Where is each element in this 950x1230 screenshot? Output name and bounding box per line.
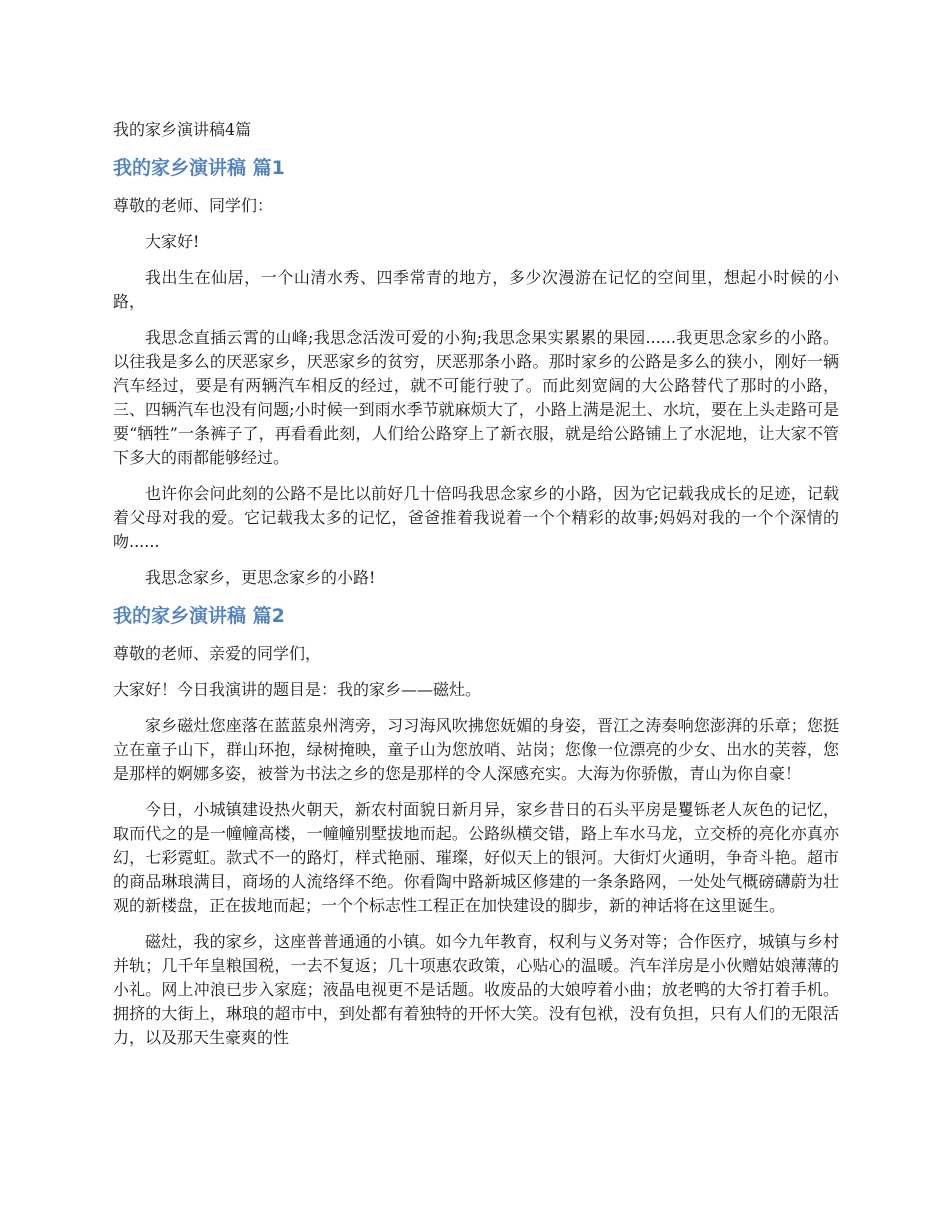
body-paragraph: 今日，小城镇建设热火朝天，新农村面貌日新月异，家乡昔日的石头平房是矍铄老人灰色的记忆，取而代之的是一幢幢高楼，一幢幢别墅拔地而起。公路纵横交错，路上车水马龙，立交桥的亮化亦真亦幻，七彩霓虹。款式不一的路灯，样式艳丽、璀璨，好似天上的银河。大街灯火通明，争奇斗艳。超市的商品琳琅满目，商场的人流络绎不绝。你看陶中路新城区修建的一条条路网，一处处气概磅礴蔚为壮观的新楼盘，正在拔地而起；一个个标志性工程正在加快建设的脚步，新的神话将在这里诞生。: [113, 800, 839, 915]
body-paragraph: 我思念直插云霄的山峰;我思念活泼可爱的小狗;我思念果实累累的果园......我更思念家乡的小路。以往我是多么的厌恶家乡，厌恶家乡的贫穷，厌恶那条小路。那时家乡的公路是多么的狭小，刚好一辆汽车经过，要是有两辆汽车相反的经过，就不可能行驶了。而此刻宽阔的大公路替代了那时的小路，三、四辆汽车也没有问题;小时候一到雨水季节就麻烦大了，小路上满是泥土、水坑，要在上头走路可是要“牺牲”一条裤子了，再看看此刻，人们给公路穿上了新衣服，就是给公路铺上了水泥地，让大家不管下多大的雨都能够经过。: [113, 328, 839, 467]
document-page: [113, 118, 839, 1062]
section-heading: 我的家乡演讲稿 篇2: [113, 605, 285, 627]
section-2: [113, 602, 839, 1050]
body-paragraph: 也许你会问此刻的公路不是比以前好几十倍吗我思念家乡的小路，因为它记载我成长的足迹，记载着父母对我的爱。它记载我太多的记忆，爸爸推着我说着一个个精彩的故事;妈妈对我的一个个深情的吻......: [113, 484, 839, 551]
salutation: 尊敬的老师、亲爱的同学们，: [113, 644, 322, 663]
body-paragraph: 我出生在仙居，一个山清水秀、四季常青的地方，多少次漫游在记忆的空间里，想起小时候的小路，: [113, 268, 839, 311]
greeting: 大家好!: [145, 232, 200, 251]
closing-paragraph: 我思念家乡，更思念家乡的小路!: [145, 568, 376, 587]
body-paragraph: 磁灶，我的家乡，这座普普通通的小镇。如今九年教育，权利与义务对等；合作医疗，城镇与乡村并轨；几千年皇粮国税，一去不复返；几十项惠农政策，心贴心的温暖。汽车洋房是小伙赠姑娘薄薄的小礼。网上冲浪已步入家庭；液晶电视更不是话题。收废品的大娘哼着小曲；放老鸭的大爷打着手机。拥挤的大街上，琳琅的超市中，到处都有着独特的开怀大笑。没有包袱，没有负担，只有人们的无限活力，以及那天生豪爽的性: [113, 932, 839, 1047]
salutation: 尊敬的老师、同学们：: [113, 196, 274, 215]
body-paragraph: 家乡磁灶您座落在蓝蓝泉州湾旁，习习海风吹拂您妩媚的身姿，晋江之涛奏响您澎湃的乐章；您挺立在童子山下，群山环抱，绿树掩映，童子山为您放哨、站岗；您像一位漂亮的少女、出水的芙蓉，您是那样的婀娜多姿，被誉为书法之乡的您是那样的令人深感充实。大海为你骄傲，青山为你自豪！: [113, 716, 839, 783]
section-heading: 我的家乡演讲稿 篇1: [113, 157, 285, 179]
greeting: 大家好！今日我演讲的题目是：我的家乡——磁灶。: [113, 680, 482, 699]
document-title: 我的家乡演讲稿4篇: [113, 120, 252, 139]
section-1: [113, 154, 839, 590]
